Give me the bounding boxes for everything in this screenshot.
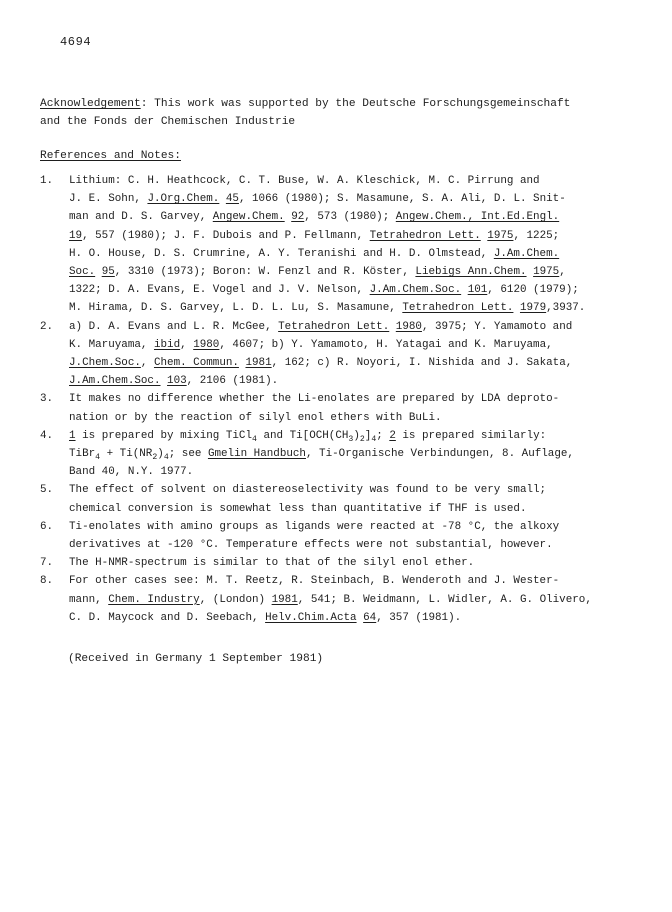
reference-segment: + Ti(NR [100,448,153,461]
underlined-citation: Tetrahedron Lett. [402,302,514,315]
reference-line [69,536,636,554]
reference-segment: and Ti[OCH(CH [256,429,349,442]
reference-segment: mann, [69,593,109,606]
reference-segment: K. Maruyama, [69,338,154,351]
reference-line [69,372,636,390]
reference-item [40,318,636,391]
subscript-text: 4 [95,453,101,463]
subscript-text: 4 [163,453,169,463]
reference-line [69,208,636,226]
underlined-citation: Soc. [69,266,96,279]
reference-line [69,281,636,299]
reference-segment: , Ti-Organische Verbindungen, 8. Auflage, [305,448,574,461]
underlined-citation: J.Am.Chem. [493,247,560,260]
subscript-text: 2 [152,453,158,463]
reference-segment: , 3975; Y. Yamamoto and [421,320,573,333]
reference-segment: , [140,357,154,370]
reference-line [69,427,636,445]
underlined-citation: 1980 [395,320,422,333]
reference-line [69,409,636,427]
underlined-citation: 1981 [245,357,272,370]
reference-line [69,336,636,354]
reference-line [69,354,636,372]
reference-segment: , 557 (1980); J. F. Dubois and P. Fellmann, [82,229,370,242]
reference-segment: H. O. House, D. S. Crumrine, A. Y. Teranishi and H. D. Olmstead, [69,247,494,260]
underlined-citation: 1975 [487,229,514,242]
reference-segment: ,3937. [546,302,586,315]
underlined-citation: 1980 [193,338,220,351]
acknowledgement-text-line-1: : This work was supported by the Deutsche Forschungsgemeinschaft [140,98,571,110]
reference-number: 1. [40,175,54,187]
references-list [40,172,636,627]
reference-segment: , 6120 (1979); [487,284,579,297]
reference-segment: The H-NMR-spectrum is similar to that of the silyl enol ether. [69,557,475,570]
acknowledgement-text-line-2: and the Fonds der Chemischen Industrie [40,116,296,128]
reference-text [69,481,636,517]
reference-line [69,481,636,499]
reference-line [69,172,636,190]
reference-segment: , 357 (1981). [376,611,462,624]
reference-number: 8. [40,575,54,588]
reference-line [69,518,636,536]
reference-segment: ; [376,429,390,442]
reference-segment: 1322; D. A. Evans, E. Vogel and J. V. Nelson, [69,284,370,297]
underlined-citation: J.Am.Chem.Soc. [69,375,161,388]
reference-segment: is prepared similarly: [395,429,547,442]
reference-segment: For other cases see: M. T. Reetz, R. Steinbach, B. Wenderoth and J. Wester- [69,575,560,588]
reference-line [69,500,636,518]
reference-segment: Ti-enolates with amino groups as ligands were reacted at -78 °C, the alkoxy [69,520,560,533]
references-heading: References and Notes: [40,150,181,162]
underlined-citation: Chem. Commun. [153,357,239,370]
reference-segment: , 573 (1980); [304,211,396,224]
underlined-citation: ibid [153,338,181,351]
reference-segment: derivatives at -120 °C. Temperature effects were not substantial, however. [69,539,553,552]
reference-number: 3. [40,393,54,406]
underlined-citation: Gmelin Handbuch [207,448,306,461]
reference-number: 6. [40,520,54,533]
reference-segment: ; see [168,448,208,461]
underlined-citation: 1 [69,429,76,442]
underlined-citation: J.Chem.Soc. [69,357,141,370]
reference-item [40,554,636,572]
subscript-text: 4 [371,434,377,444]
underlined-citation: 103 [167,375,187,388]
underlined-citation: 101 [467,284,488,297]
reference-number: 2. [40,320,54,333]
underlined-citation: 19 [69,229,83,242]
subscript-text: 2 [359,434,365,444]
received-note: (Received in Germany 1 September 1981) [68,653,324,665]
reference-number: 4. [40,429,54,442]
underlined-citation: Tetrahedron Lett. [278,320,390,333]
underlined-citation: Helv.Chim.Acta [265,611,357,624]
reference-number: 5. [40,484,54,497]
reference-segment: , [559,266,566,279]
reference-item [40,390,636,426]
reference-segment: J. E. Sohn, [69,193,148,206]
underlined-citation: Angew.Chem. [212,211,285,224]
reference-line [69,445,636,463]
reference-segment: Lithium: C. H. Heathcock, C. T. Buse, W. A. Kleschick, M. C. Pirrung and [69,175,540,187]
underlined-citation: J.Am.Chem.Soc. [369,284,462,297]
underlined-citation: 64 [363,611,377,624]
reference-line [69,572,636,590]
reference-segment: nation or by the reaction of silyl enol ethers with BuLi. [69,411,442,424]
subscript-text: 4 [252,434,257,444]
reference-segment: , (London) [199,593,272,606]
reference-item [40,481,636,517]
reference-text [69,318,636,391]
acknowledgement-label: Acknowledgement [40,98,141,110]
underlined-citation: 1981 [271,593,298,606]
reference-number: 7. [40,557,54,570]
underlined-citation: 1975 [533,266,560,279]
subscript-text: 3 [348,434,354,444]
underlined-citation: J.Org.Chem. [147,193,220,206]
reference-text [69,427,636,482]
reference-segment: ] [364,429,372,442]
reference-line [69,463,636,481]
underlined-citation: Liebigs Ann.Chem. [415,266,527,279]
reference-line [69,263,636,281]
reference-segment: , 1225; [513,229,560,242]
reference-segment: ) [157,448,164,461]
reference-segment: is prepared by mixing TiCl [75,429,253,442]
reference-segment: , 541; B. Weidmann, L. Widler, A. G. Olivero, [297,593,592,606]
reference-segment: Band 40, N.Y. 1977. [69,466,194,479]
reference-line [69,591,636,609]
reference-text [69,554,636,572]
page-number: 4694 [60,35,92,49]
reference-segment: M. Hirama, D. S. Garvey, L. D. L. Lu, S. Masamune, [69,302,403,315]
underlined-citation: Angew.Chem., Int.Ed.Engl. [395,211,560,224]
reference-text [69,390,636,426]
reference-line [69,554,636,572]
underlined-citation: Chem. Industry [108,593,200,606]
reference-segment: , 162; c) R. Noyori, I. Nishida and J. Sakata, [271,357,573,370]
reference-segment: , 2106 (1981). [186,375,279,388]
underlined-citation: 92 [291,211,305,224]
reference-item [40,172,636,318]
reference-item [40,427,636,482]
reference-line [69,318,636,336]
reference-line [69,227,636,245]
reference-segment: TiBr [69,448,96,461]
underlined-citation: 1979 [519,302,547,315]
reference-segment: ) [353,429,360,442]
reference-segment: , 3310 (1973); Boron: W. Fenzl and R. Köster, [114,266,416,279]
reference-line [69,299,636,317]
underlined-citation: 45 [225,193,239,206]
reference-segment: It makes no difference whether the Li-enolates are prepared by LDA deproto- [69,393,560,406]
acknowledgement-section [40,95,640,131]
reference-line [69,609,636,627]
reference-segment: C. D. Maycock and D. Seebach, [69,611,266,624]
reference-text [69,518,636,554]
underlined-citation: Tetrahedron Lett. [369,229,481,242]
underlined-citation: 2 [389,429,396,442]
reference-segment: The effect of solvent on diastereoselectivity was found to be very small; [69,484,547,497]
reference-segment: , 4607; b) Y. Yamamoto, H. Yatagai and K. Maruyama, [219,338,553,351]
reference-line [69,245,636,263]
reference-segment: chemical conversion is somewhat less than quantitative if THF is used. [69,502,527,515]
reference-item [40,572,636,627]
reference-text [69,172,636,318]
underlined-citation: 95 [101,266,115,279]
reference-line [69,390,636,408]
reference-segment: , [180,338,194,351]
reference-segment: a) D. A. Evans and L. R. McGee, [69,320,279,333]
reference-item [40,518,636,554]
reference-text [69,572,636,627]
reference-line [69,190,636,208]
reference-segment: man and D. S. Garvey, [69,211,213,224]
reference-segment: , 1066 (1980); S. Masamune, S. A. Ali, D. L. Snit- [238,193,566,206]
